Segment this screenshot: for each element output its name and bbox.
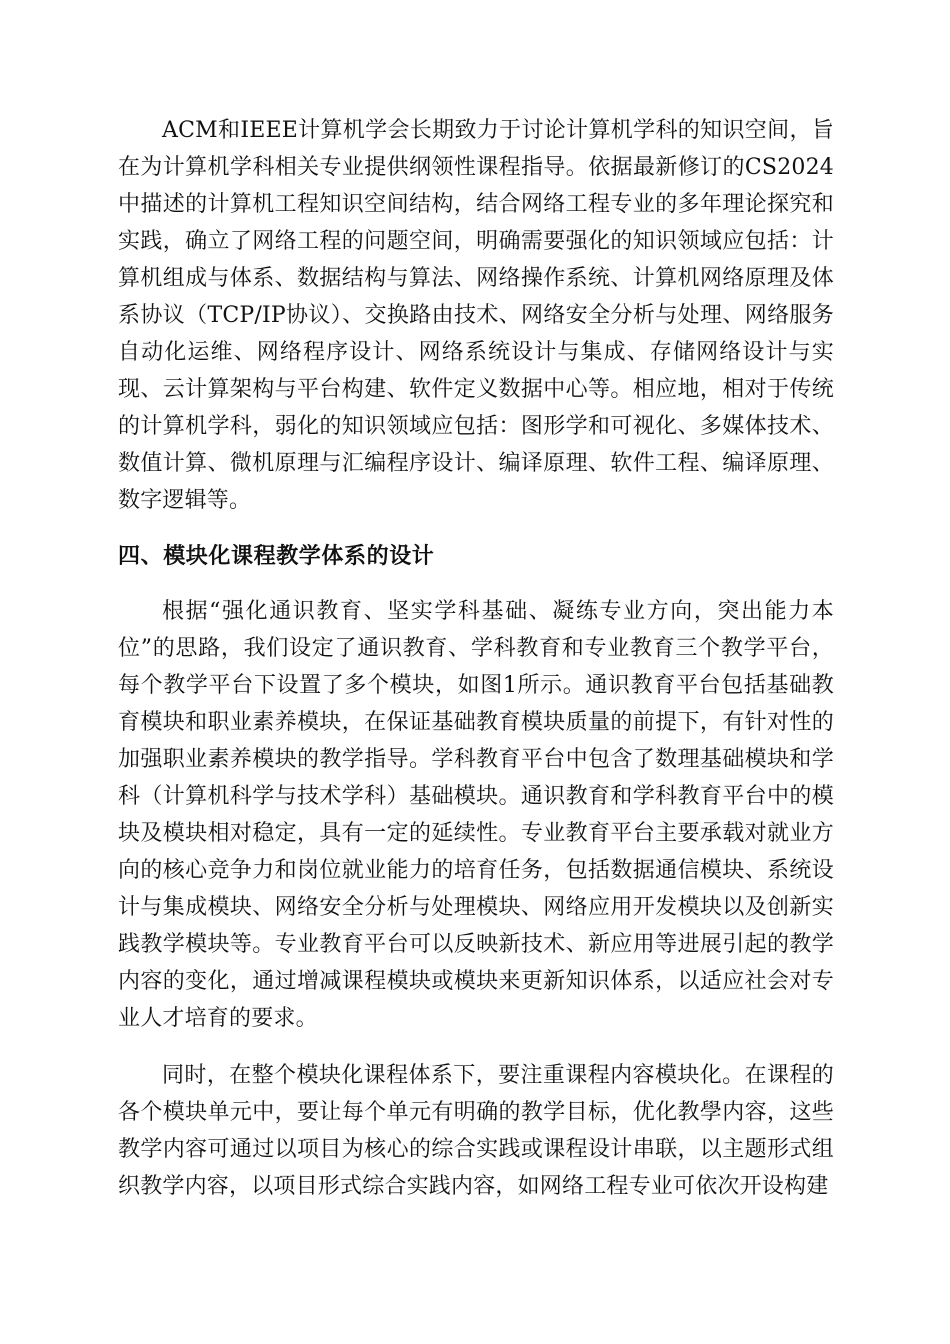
document-body	[118, 112, 834, 1205]
paragraph-course-modularization: 同时，在整个模块化课程体系下，要注重课程内容模块化。在课程的各个模块单元中，要让每个单元有明确的教学目标，优化教學内容，这些教学内容可通过以项目为核心的综合实践或课程设计串联，以主题形式组织教学内容，以项目形式综合实践内容，如网络工程专业可依次开设构建	[118, 1063, 834, 1199]
paragraph-gap	[118, 1037, 834, 1057]
paragraph-teaching-platforms: 根据“强化通识教育、坚实学科基础、凝练专业方向，突出能力本位”的思路，我们设定了通识教育、学科教育和专业教育三个教学平台，每个教学平台下设置了多个模块，如图1所示。通识教育平台包括基础教育模块和职业素养模块，在保证基础教育模块质量的前提下，有针对性的加强职业素养模块的教学指导。学科教育平台中包含了数理基础模块和学科（计算机科学与技术学科）基础模块。通识教育和学科教育平台中的模块及模块相对稳定，具有一定的延续性。专业教育平台主要承载对就业方向的核心竞争力和岗位就业能力的培育任务，包括数据通信模块、系统设计与集成模块、网络安全分析与处理模块、网络应用开发模块以及创新实践教学模块等。专业教育平台可以反映新技术、新应用等进展引起的教学内容的变化，通过增减课程模块或模块来更新知识体系，以适应社会对专业人才培育的要求。	[118, 599, 834, 1031]
paragraph-knowledge-areas: ACM和IEEE计算机学会长期致力于讨论计算机学科的知识空间，旨在为计算机学科相关专业提供纲领性课程指导。依据最新修订的CS2024中描述的计算机工程知识空间结构，结合网络工程专业的多年理论探究和实践，确立了网络工程的问题空间，明确需要强化的知识领域应包括：计算机组成与体系、数据结构与算法、网络操作系统、计算机网络原理及体系协议（TCP/IP协议）、交换路由技术、网络安全分析与处理、网络服务自动化运维、网络程序设计、网络系统设计与集成、存储网络设计与实现、云计算架构与平台构建、软件定义数据中心等。相应地，相对于传统的计算机学科，弱化的知识领域应包括：图形学和可视化、多媒体技术、数值计算、微机原理与汇编程序设计、编译原理、软件工程、编译原理、数字逻辑等。	[118, 118, 834, 513]
section-heading: 四、模块化课程教学体系的设计	[118, 544, 435, 569]
